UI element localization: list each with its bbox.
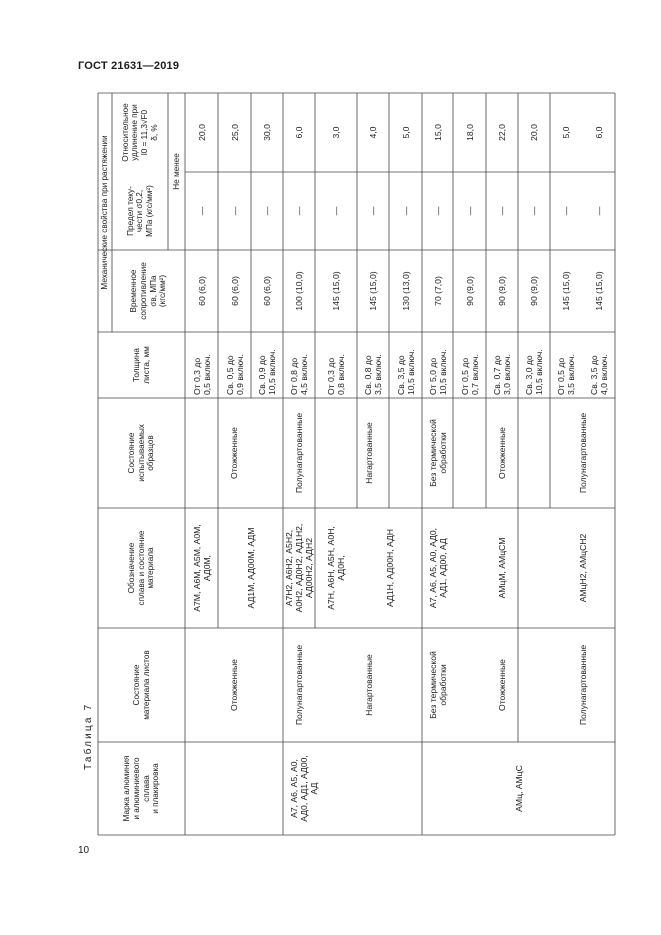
sample-state-cell: Отожженные [229, 427, 239, 479]
tensile-cell: 130 (13,0) [400, 271, 411, 311]
thickness-cell: Св. 3,5 до 4,0 включ. [588, 354, 609, 395]
thickness-cell: От 0,3 до 0,5 включ. [191, 354, 212, 395]
header-elongation: Относительное удлинение при l0 = 11,3√F0 δ, % [120, 103, 159, 162]
yield-cell: — [262, 206, 272, 216]
designation-cell: А7Н2, А6Н2, А5Н2, А0Н2, АД0Н2, АД1Н2, АД00Н2, АДН2 [284, 523, 314, 613]
yield-cell: — [400, 206, 411, 216]
elongation-cell: 3,0 [331, 126, 341, 139]
sheet-state-cell: Полунагартованные [294, 644, 304, 726]
sample-state-cell: Полунагартованные [577, 412, 588, 494]
thickness-cell: Св. 0,5 до 0,9 включ. [224, 354, 245, 395]
thickness-cell: От 0,3 до 0,8 включ. [326, 354, 346, 395]
tensile-cell: 60 (6,0) [262, 276, 272, 306]
designation-cell: АД1Н, АД00Н, АДН [384, 528, 395, 608]
sheet-state-cell: Отожженные [496, 659, 507, 711]
yield-cell: — [368, 206, 378, 216]
header-sheet-state: Состояние материала листов [131, 650, 151, 720]
header-designation: Обозначение сплава и состояние материала [127, 530, 156, 606]
header-sample-state: Состояние испытываемых образцов [127, 424, 156, 482]
tensile-cell: 145 (15,0) [561, 271, 571, 311]
designation-cell: АМцМ, АМцСМ [496, 537, 507, 599]
designation-cell: АМцН2, АМцСН2 [577, 533, 588, 603]
thickness-cell: От 5,0 до 10,5 включ. [427, 349, 448, 395]
thickness-cell: Св. 3,5 до 10,5 включ. [395, 349, 416, 395]
sample-state-cell: Без термической обработки [427, 419, 448, 487]
document-title: ГОСТ 21631—2019 [78, 60, 180, 72]
designation-cell: А7, А6, А5, А0, АД0, АД1, АД00, АД [427, 527, 448, 609]
elongation-cell: 6,0 [593, 126, 604, 139]
header-tensile: Временное сопротивление σв, МПа (кгс/мм²) [129, 262, 168, 320]
elongation-cell: 20,0 [529, 124, 539, 141]
elongation-cell: 18,0 [464, 124, 475, 141]
sample-state-cell: Отожженные [496, 427, 507, 479]
tensile-cell: 60 (6,0) [196, 276, 207, 306]
designation-cell: АД1М, АД00М, АДМ [245, 527, 256, 609]
thickness-cell: Св. 0,7 до 3,0 включ. [492, 354, 512, 395]
yield-cell: — [432, 206, 443, 216]
sheet-state-cell: Нагартованные [363, 654, 374, 716]
yield-cell: — [196, 206, 207, 216]
yield-cell: — [464, 206, 475, 216]
designation-cell: А7Н, А6Н, А5Н, А0Н, АД0Н, [326, 526, 346, 610]
thickness-cell: Св. 0,8 до 3,5 включ. [363, 354, 383, 395]
yield-cell: — [294, 206, 304, 216]
elongation-cell: 25,0 [229, 124, 240, 141]
elongation-cell: 20,0 [196, 124, 207, 141]
header-thickness: Толщина листа, мм [131, 346, 151, 384]
elongation-cell: 15,0 [432, 124, 443, 141]
tensile-cell: 145 (15,0) [593, 271, 604, 311]
tensile-cell: 100 (10,0) [294, 271, 304, 311]
tensile-cell: 60 (6,0) [229, 276, 240, 306]
thickness-cell: Св. 3,0 до 10,5 включ. [524, 349, 544, 395]
elongation-cell: 6,0 [294, 126, 304, 139]
elongation-cell: 22,0 [497, 124, 507, 141]
header-grade: Марка алюминия и алюминиевого сплава и плакировка [122, 755, 161, 822]
designation-cell: А7М, А6М, А5М, А0М, АД0М, [191, 524, 212, 612]
header-mechanical-group: Механические свойства при растяжении [100, 135, 110, 290]
tensile-cell: 90 (9,0) [497, 276, 507, 306]
header-yield: Предел теку- чести σ0,2, МПа (кгс/мм²) [125, 185, 154, 237]
yield-cell: — [593, 206, 604, 216]
thickness-cell: Св. 0,9 до 10,5 включ. [257, 349, 277, 395]
sheet-state-cell: Полунагартованные [577, 644, 588, 726]
yield-cell: — [561, 206, 571, 216]
page-number: 10 [78, 845, 90, 856]
sheet-state-cell: Без термической обработки [427, 651, 448, 719]
elongation-cell: 4,0 [368, 126, 378, 139]
tensile-cell: 70 (7,0) [432, 276, 443, 306]
thickness-cell: От 0,5 до 3,5 включ. [556, 354, 576, 395]
elongation-cell: 30,0 [262, 124, 272, 141]
tensile-cell: 145 (15,0) [331, 271, 341, 311]
yield-cell: — [529, 206, 539, 216]
sample-state-cell: Полунагартованные [294, 412, 304, 494]
tensile-cell: 145 (15,0) [368, 271, 378, 311]
header-not-less: Не менее [171, 153, 181, 190]
elongation-cell: 5,0 [400, 126, 411, 139]
tensile-cell: 90 (9,0) [464, 276, 475, 306]
sheet-state-cell: Отожженные [229, 659, 239, 711]
yield-cell: — [497, 206, 507, 216]
yield-cell: — [229, 206, 240, 216]
tensile-cell: 90 (9,0) [529, 276, 539, 306]
elongation-cell: 5,0 [561, 126, 571, 139]
table-caption: Таблица 7 [83, 702, 94, 770]
thickness-cell: От 0,8 до 4,5 включ. [289, 354, 309, 395]
sample-state-cell: Нагартованные [363, 422, 374, 484]
grade-cell: АМц, АМцС [513, 765, 524, 812]
yield-cell: — [331, 206, 341, 216]
grade-cell: А7, А6, А5, А0, АД0, АД1, АД00, АД [288, 755, 319, 822]
thickness-cell: От 0,5 до 0,7 включ. [459, 354, 480, 395]
